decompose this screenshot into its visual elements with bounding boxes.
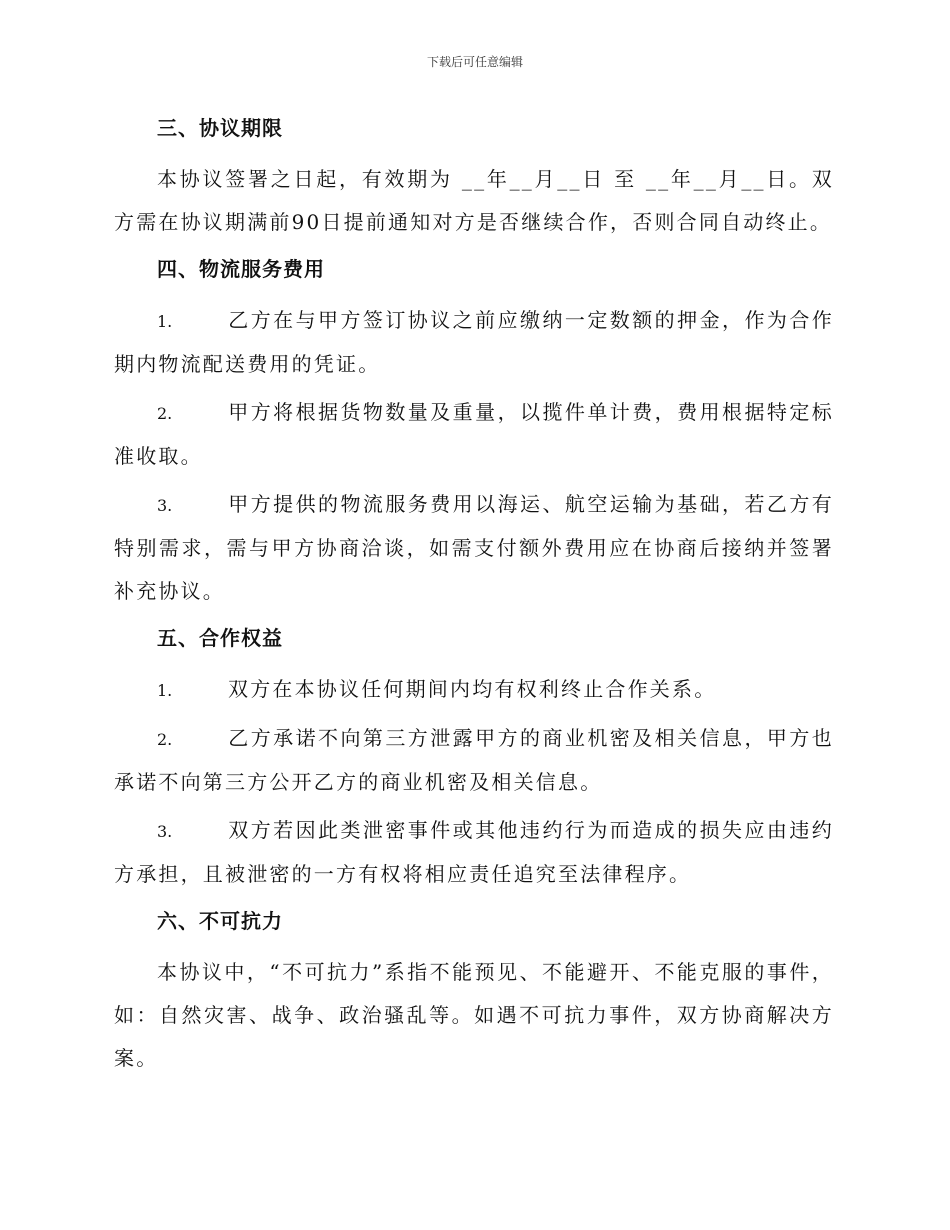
section-title: 六、不可抗力 <box>157 909 283 933</box>
list-item <box>114 391 834 478</box>
list-item <box>114 809 834 896</box>
document-body <box>114 108 834 1085</box>
item-text: 甲方提供的物流服务费用以海运、航空运输为基础，若乙方有特别需求，需与甲方协商洽谈，如需支付额外费用应在协商后接纳并签署补充协议。 <box>114 492 834 603</box>
list-item <box>114 483 834 613</box>
section-title: 三、协议期限 <box>157 116 283 140</box>
item-text: 双方在本协议任何期间内均有权利终止合作关系。 <box>228 677 717 701</box>
item-number: 2. <box>157 730 173 749</box>
page-header: 下载后可任意编辑 <box>426 55 523 69</box>
item-text: 乙方承诺不向第三方泄露甲方的商业机密及相关信息，甲方也承诺不向第三方公开乙方的商业机密及相关信息。 <box>114 726 834 794</box>
item-text: 乙方在与甲方签订协议之前应缴纳一定数额的押金，作为合作期内物流配送费用的凭证。 <box>114 308 834 376</box>
item-text: 双方若因此类泄密事件或其他违约行为而造成的损失应由违约方承担，且被泄密的一方有权将相应责任追究至法律程序。 <box>114 818 834 886</box>
item-number: 3. <box>157 822 173 841</box>
section-title: 五、合作权益 <box>157 626 283 650</box>
list-item <box>114 299 834 386</box>
list-item <box>114 717 834 804</box>
item-number: 1. <box>157 312 173 331</box>
item-number: 1. <box>157 681 173 700</box>
item-text: 甲方将根据货物数量及重量，以揽件单计费，费用根据特定标准收取。 <box>114 400 834 468</box>
section-paragraph: 本协议中，“不可抗力”系指不能预见、不能避开、不能克服的事件，如：自然灾害、战争、政治骚乱等。如遇不可抗力事件，双方协商解决方案。 <box>114 960 834 1070</box>
section-paragraph: 本协议签署之日起，有效期为 __年__月__日 至 __年__月__日。双方需在协议期满前90日提前通知对方是否继续合作，否则合同自动终止。 <box>114 167 834 234</box>
list-item <box>114 668 834 712</box>
section-title: 四、物流服务费用 <box>157 257 325 281</box>
item-number: 3. <box>157 496 173 515</box>
item-number: 2. <box>157 404 173 423</box>
